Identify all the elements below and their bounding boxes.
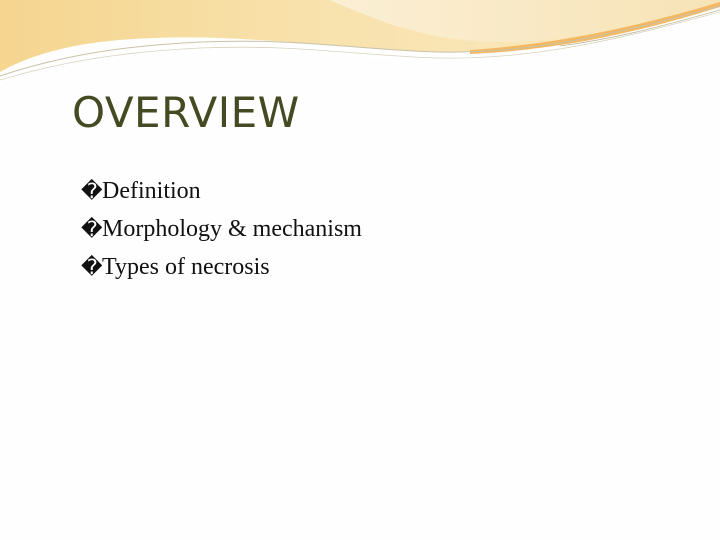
- bullet-label: Definition: [102, 177, 201, 204]
- bullet-icon: �: [81, 179, 103, 203]
- bullet-label: Types of necrosis: [102, 253, 270, 280]
- slide-title: OVERVIEW: [72, 88, 300, 137]
- bullet-list: [81, 172, 362, 286]
- bullet-icon: �: [81, 255, 103, 279]
- bullet-item-definition: [81, 172, 362, 210]
- bullet-item-morphology: [81, 210, 362, 248]
- bullet-item-types: [81, 248, 362, 286]
- header-decoration: [0, 0, 720, 90]
- bullet-icon: �: [81, 217, 103, 241]
- bullet-label: Morphology & mechanism: [102, 215, 362, 242]
